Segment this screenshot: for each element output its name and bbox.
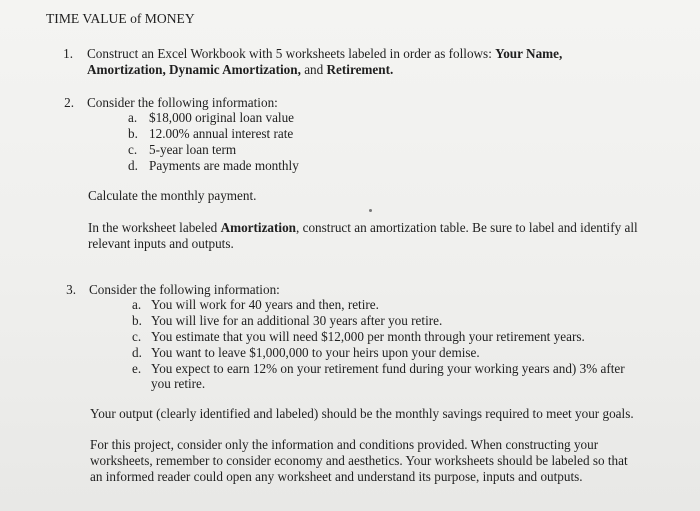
q3-item-b: You will live for an additional 30 years after you retire.	[151, 313, 443, 328]
q2-intro: Consider the following information:	[87, 95, 278, 110]
q3-output: Your output (clearly identified and labeled) should be the monthly savings required to meet your goals.	[90, 406, 634, 421]
q3-item-e-line2: you retire.	[151, 376, 206, 391]
q2-amort-prefix: In the worksheet labeled	[88, 220, 221, 235]
q3-item-e: You expect to earn 12% on your retirement fund during your working years and) 3% after	[151, 361, 625, 376]
q3-item-a-marker: a.	[132, 297, 142, 312]
q1-line2-mid: and	[300, 62, 327, 77]
q2-item-d-marker: d.	[128, 158, 138, 173]
q3-intro: Consider the following information:	[89, 282, 280, 297]
q2-amort-rest: , construct an amortization table. Be sure to label and identify all	[296, 220, 638, 235]
q3-item-c-marker: c.	[132, 329, 142, 344]
q1-line2-bold2: Retirement.	[326, 62, 394, 77]
q2-item-c: 5-year loan term	[149, 142, 237, 157]
q1-line2-bold: Amortization, Dynamic Amortization,	[87, 62, 301, 77]
q1-line1-bold: Your Name,	[495, 46, 563, 61]
q3-item-a: You will work for 40 years and then, retire.	[151, 297, 379, 312]
q3-item-d: You want to leave $1,000,000 to your heirs upon your demise.	[151, 345, 480, 360]
q2-item-c-marker: c.	[128, 142, 138, 157]
q1-line2	[87, 62, 393, 78]
q1-number: 1.	[63, 46, 73, 61]
q2-amort-bold: Amortization	[220, 220, 297, 235]
stray-mark	[369, 209, 372, 212]
q3-item-d-marker: d.	[132, 345, 142, 360]
q1-line1-prefix: Construct an Excel Workbook with 5 worksheets labeled in order as follows:	[87, 46, 496, 61]
q2-item-b-marker: b.	[128, 126, 138, 141]
q3-project-line1: For this project, consider only the information and conditions provided. When constructing your	[90, 437, 599, 452]
q2-amort-line1	[88, 220, 638, 236]
q3-item-e-marker: e.	[132, 361, 142, 376]
page-title: TIME VALUE of MONEY	[46, 11, 195, 26]
q2-item-b: 12.00% annual interest rate	[149, 126, 294, 141]
q3-item-c: You estimate that you will need $12,000 per month through your retirement years.	[151, 329, 585, 344]
q3-project-line2: worksheets, remember to consider economy and aesthetics. Your worksheets should be labeled so that	[90, 453, 628, 468]
q2-amort-line2: relevant inputs and outputs.	[88, 236, 234, 251]
q2-item-a: $18,000 original loan value	[149, 110, 295, 125]
q2-item-d: Payments are made monthly	[149, 158, 299, 173]
q2-item-a-marker: a.	[128, 110, 138, 125]
q3-project-line3: an informed reader could open any worksheet and understand its purpose, inputs and outputs.	[90, 469, 583, 484]
q3-number: 3.	[66, 282, 76, 297]
q2-number: 2.	[64, 95, 74, 110]
q3-item-b-marker: b.	[132, 313, 142, 328]
q2-calc: Calculate the monthly payment.	[88, 188, 257, 203]
q1-line1	[87, 46, 562, 62]
